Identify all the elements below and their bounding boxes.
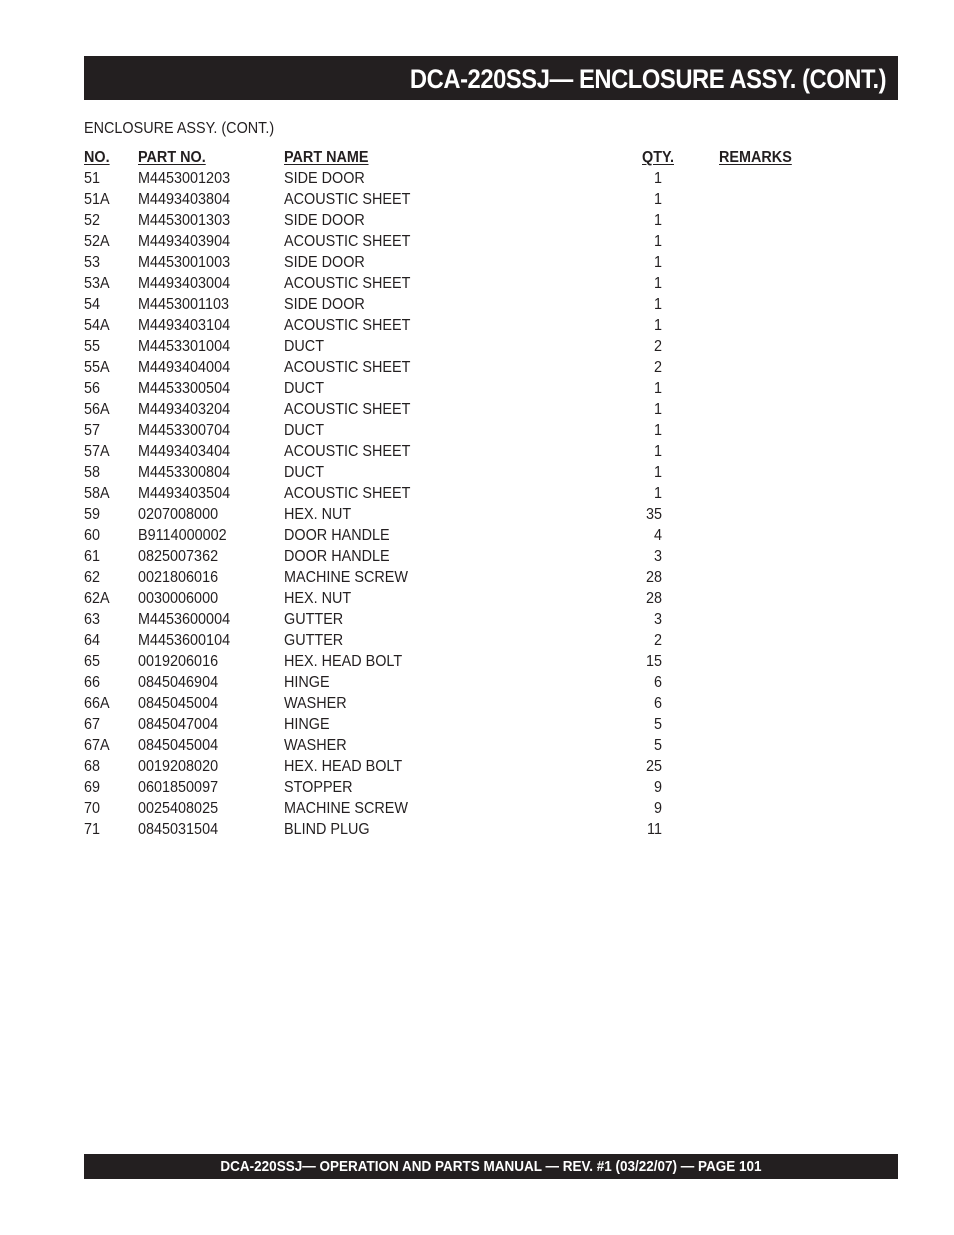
cell-no: 67A xyxy=(84,737,110,754)
cell-no: 53A xyxy=(84,275,110,292)
cell-no: 67 xyxy=(84,716,101,733)
table-row xyxy=(84,294,898,315)
table-row xyxy=(84,189,898,210)
cell-qty: 1 xyxy=(653,296,662,313)
page-title: DCA-220SSJ— ENCLOSURE ASSY. (CONT.) xyxy=(409,64,886,94)
column-header-qty: QTY. xyxy=(642,149,675,166)
table-row xyxy=(84,462,898,483)
table-row xyxy=(84,756,898,777)
cell-part-name: HINGE xyxy=(284,716,330,733)
cell-no: 62 xyxy=(84,569,101,586)
cell-part-no: M4453300704 xyxy=(138,422,231,439)
cell-qty: 1 xyxy=(653,233,662,250)
column-header-part-no: PART NO. xyxy=(138,149,206,166)
cell-no: 62A xyxy=(84,590,110,607)
cell-part-name: DUCT xyxy=(284,338,324,355)
table-row xyxy=(84,252,898,273)
cell-no: 55 xyxy=(84,338,101,355)
cell-qty: 1 xyxy=(653,254,662,271)
cell-part-no: M4453600104 xyxy=(138,632,231,649)
cell-no: 57A xyxy=(84,443,110,460)
column-header-remarks: REMARKS xyxy=(719,149,792,166)
cell-no: 63 xyxy=(84,611,101,628)
cell-qty: 1 xyxy=(653,464,662,481)
parts-table xyxy=(84,147,898,840)
cell-part-name: SIDE DOOR xyxy=(284,296,365,313)
cell-part-name: HEX. HEAD BOLT xyxy=(284,653,403,670)
footer-text: DCA-220SSJ— OPERATION AND PARTS MANUAL — REV. #1 (03/22/07) — PAGE 101 xyxy=(220,1158,762,1175)
cell-part-name: WASHER xyxy=(284,695,347,712)
cell-part-no: M4493403904 xyxy=(138,233,231,250)
cell-part-name: DUCT xyxy=(284,422,324,439)
cell-part-no: 0845045004 xyxy=(138,695,219,712)
cell-part-no: M4493403504 xyxy=(138,485,231,502)
cell-part-name: ACOUSTIC SHEET xyxy=(284,443,411,460)
cell-part-name: SIDE DOOR xyxy=(284,212,365,229)
cell-qty: 35 xyxy=(645,506,662,523)
cell-no: 58A xyxy=(84,485,110,502)
cell-no: 68 xyxy=(84,758,101,775)
column-header-part-name: PART NAME xyxy=(284,149,369,166)
cell-no: 66 xyxy=(84,674,101,691)
cell-qty: 9 xyxy=(653,779,662,796)
table-row xyxy=(84,693,898,714)
cell-part-no: M4493403804 xyxy=(138,191,231,208)
cell-part-name: HINGE xyxy=(284,674,330,691)
cell-part-name: WASHER xyxy=(284,737,347,754)
cell-part-no: M4493403404 xyxy=(138,443,231,460)
cell-part-no: B9114000002 xyxy=(138,527,227,544)
cell-qty: 1 xyxy=(653,443,662,460)
cell-part-no: 0825007362 xyxy=(138,548,219,565)
cell-part-no: M4493403104 xyxy=(138,317,231,334)
cell-qty: 5 xyxy=(653,716,662,733)
table-row xyxy=(84,483,898,504)
table-row xyxy=(84,420,898,441)
cell-no: 66A xyxy=(84,695,110,712)
cell-qty: 3 xyxy=(653,548,662,565)
cell-qty: 1 xyxy=(653,212,662,229)
cell-part-name: SIDE DOOR xyxy=(284,254,365,271)
cell-part-no: M4453001103 xyxy=(138,296,230,313)
cell-part-no: 0021806016 xyxy=(138,569,219,586)
cell-part-name: HEX. HEAD BOLT xyxy=(284,758,403,775)
cell-part-no: M4453300504 xyxy=(138,380,231,397)
table-row xyxy=(84,525,898,546)
cell-part-no: M4493403004 xyxy=(138,275,231,292)
cell-qty: 5 xyxy=(653,737,662,754)
cell-qty: 1 xyxy=(653,275,662,292)
cell-part-no: M4453600004 xyxy=(138,611,231,628)
cell-part-name: ACOUSTIC SHEET xyxy=(284,275,411,292)
cell-part-no: 0030006000 xyxy=(138,590,219,607)
cell-part-name: ACOUSTIC SHEET xyxy=(284,401,411,418)
table-row xyxy=(84,651,898,672)
table-row xyxy=(84,399,898,420)
cell-part-name: SIDE DOOR xyxy=(284,170,365,187)
cell-qty: 11 xyxy=(647,821,662,838)
cell-part-no: M4493404004 xyxy=(138,359,231,376)
cell-no: 70 xyxy=(84,800,101,817)
table-row xyxy=(84,609,898,630)
table-row xyxy=(84,378,898,399)
cell-no: 71 xyxy=(84,821,101,838)
cell-part-no: 0845045004 xyxy=(138,737,219,754)
cell-no: 52A xyxy=(84,233,110,250)
cell-qty: 6 xyxy=(653,674,662,691)
cell-qty: 1 xyxy=(653,485,662,502)
cell-no: 54A xyxy=(84,317,110,334)
cell-qty: 2 xyxy=(653,632,662,649)
table-header-row xyxy=(84,147,898,168)
cell-part-name: ACOUSTIC SHEET xyxy=(284,233,411,250)
cell-no: 52 xyxy=(84,212,101,229)
cell-no: 65 xyxy=(84,653,101,670)
cell-part-no: M4453301004 xyxy=(138,338,231,355)
cell-part-name: ACOUSTIC SHEET xyxy=(284,317,411,334)
table-row xyxy=(84,273,898,294)
cell-part-no: 0019206016 xyxy=(138,653,219,670)
cell-qty: 1 xyxy=(653,191,662,208)
page-footer-bar xyxy=(84,1154,898,1179)
cell-part-name: ACOUSTIC SHEET xyxy=(284,191,411,208)
cell-no: 54 xyxy=(84,296,101,313)
cell-part-name: HEX. NUT xyxy=(284,506,352,523)
cell-part-no: 0207008000 xyxy=(138,506,219,523)
cell-part-name: GUTTER xyxy=(284,632,344,649)
cell-part-name: GUTTER xyxy=(284,611,344,628)
cell-qty: 25 xyxy=(645,758,662,775)
cell-no: 53 xyxy=(84,254,101,271)
cell-part-name: ACOUSTIC SHEET xyxy=(284,359,411,376)
table-row xyxy=(84,315,898,336)
cell-qty: 9 xyxy=(653,800,662,817)
table-row xyxy=(84,504,898,525)
cell-no: 59 xyxy=(84,506,101,523)
cell-no: 58 xyxy=(84,464,101,481)
cell-part-no: M4493403204 xyxy=(138,401,231,418)
cell-part-no: 0025408025 xyxy=(138,800,219,817)
cell-part-no: 0019208020 xyxy=(138,758,219,775)
table-body xyxy=(84,168,898,840)
cell-no: 56A xyxy=(84,401,110,418)
cell-part-no: 0845046904 xyxy=(138,674,219,691)
table-row xyxy=(84,672,898,693)
cell-qty: 1 xyxy=(653,170,662,187)
table-row xyxy=(84,777,898,798)
table-row xyxy=(84,441,898,462)
cell-part-no: 0845047004 xyxy=(138,716,219,733)
table-row xyxy=(84,546,898,567)
table-row xyxy=(84,336,898,357)
cell-qty: 3 xyxy=(653,611,662,628)
cell-part-name: HEX. NUT xyxy=(284,590,352,607)
table-row xyxy=(84,798,898,819)
cell-part-name: MACHINE SCREW xyxy=(284,800,409,817)
cell-qty: 6 xyxy=(653,695,662,712)
cell-part-name: MACHINE SCREW xyxy=(284,569,409,586)
cell-part-no: M4453001303 xyxy=(138,212,231,229)
cell-no: 51A xyxy=(84,191,110,208)
cell-part-name: DOOR HANDLE xyxy=(284,527,390,544)
table-row xyxy=(84,168,898,189)
cell-qty: 28 xyxy=(645,590,662,607)
cell-qty: 28 xyxy=(645,569,662,586)
table-row xyxy=(84,630,898,651)
table-row xyxy=(84,231,898,252)
table-row xyxy=(84,357,898,378)
table-row xyxy=(84,735,898,756)
cell-part-name: BLIND PLUG xyxy=(284,821,370,838)
cell-qty: 1 xyxy=(653,401,662,418)
cell-no: 56 xyxy=(84,380,101,397)
cell-qty: 2 xyxy=(653,338,662,355)
cell-part-no: 0601850097 xyxy=(138,779,219,796)
cell-qty: 4 xyxy=(653,527,662,544)
column-header-no: NO. xyxy=(84,149,110,166)
page-header-bar xyxy=(84,56,898,100)
cell-no: 64 xyxy=(84,632,101,649)
section-title: ENCLOSURE ASSY. (CONT.) xyxy=(84,120,275,137)
cell-qty: 15 xyxy=(645,653,662,670)
cell-no: 61 xyxy=(84,548,101,565)
table-row xyxy=(84,567,898,588)
cell-part-name: STOPPER xyxy=(284,779,353,796)
cell-part-no: 0845031504 xyxy=(138,821,219,838)
cell-part-name: DUCT xyxy=(284,380,324,397)
cell-part-no: M4453300804 xyxy=(138,464,231,481)
cell-part-name: ACOUSTIC SHEET xyxy=(284,485,411,502)
cell-no: 55A xyxy=(84,359,110,376)
cell-part-no: M4453001203 xyxy=(138,170,231,187)
cell-qty: 1 xyxy=(653,422,662,439)
cell-qty: 1 xyxy=(653,380,662,397)
cell-no: 60 xyxy=(84,527,101,544)
table-row xyxy=(84,714,898,735)
table-row xyxy=(84,819,898,840)
cell-no: 69 xyxy=(84,779,101,796)
table-row xyxy=(84,210,898,231)
cell-qty: 2 xyxy=(653,359,662,376)
cell-no: 57 xyxy=(84,422,101,439)
cell-no: 51 xyxy=(84,170,101,187)
cell-qty: 1 xyxy=(653,317,662,334)
cell-part-name: DOOR HANDLE xyxy=(284,548,390,565)
cell-part-name: DUCT xyxy=(284,464,324,481)
cell-part-no: M4453001003 xyxy=(138,254,231,271)
table-row xyxy=(84,588,898,609)
